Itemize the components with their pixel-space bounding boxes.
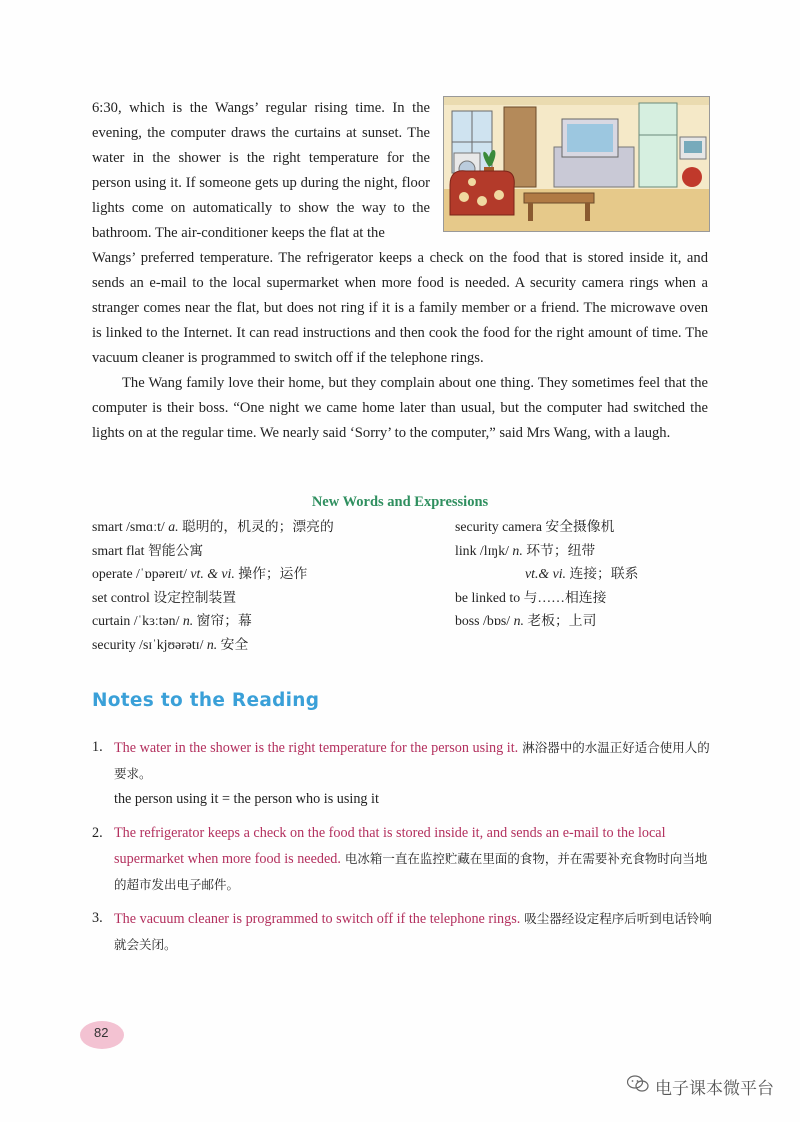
- page-number: 82: [94, 1025, 109, 1040]
- note-chinese: 吸尘器经设定程序后听到电话铃响就会关闭。: [114, 911, 712, 952]
- word-entry: link /lɪŋk/ n. 环节；纽带: [455, 542, 596, 558]
- word-entry: set control 设定控制装置: [92, 589, 237, 605]
- watermark: [627, 1074, 774, 1099]
- word-entry: vt.& vi. 连接；联系: [525, 566, 639, 582]
- word-entry: boss /bɒs/ n. 老板；上司: [455, 613, 597, 629]
- note-english: The refrigerator keeps a check on the food that is stored inside it, and sends an e-mail to the local supermarket when more food is needed.: [114, 825, 666, 867]
- word-entry: operate /ˈɒpəreɪt/ vt. & vi. 操作；运作: [92, 566, 308, 582]
- word-entry: smart flat 智能公寓: [92, 542, 204, 558]
- smart-home-illustration: [443, 96, 710, 232]
- wechat-icon: [627, 1075, 649, 1098]
- new-words-right-column: [455, 515, 755, 633]
- note-number: 3.: [92, 910, 103, 926]
- reading-paragraph-2: Wangs’ preferred temperature. The refrigerator keeps a check on the food that is stored inside it, and sends an e-mail to the local supermarket when more food is needed. A security camera rings when a stranger comes near the flat, but does not ring if it is a family member or a friend. The microwave oven is linked to the Internet. It can read instructions and then cook the food for the right amount of time. The vacuum cleaner is programmed to switch off if the telephone rings.: [92, 250, 708, 366]
- note-english: The water in the shower is the right temperature for the person using it.: [114, 740, 519, 756]
- word-entry: smart /smɑːt/ a. 聪明的，机灵的；漂亮的: [92, 519, 334, 534]
- note-chinese: 淋浴器中的水温正好适合使用人的要求。: [114, 740, 710, 781]
- notes-heading: Notes to the Reading: [92, 690, 320, 711]
- word-entry: be linked to 与……相连接: [455, 589, 607, 605]
- note-english: The vacuum cleaner is programmed to switch off if the telephone rings.: [114, 911, 521, 927]
- note-item: [92, 821, 712, 898]
- note-item: [92, 735, 712, 812]
- note-number: 2.: [92, 825, 103, 841]
- word-entry: security camera 安全摄像机: [455, 519, 615, 534]
- note-number: 1.: [92, 739, 103, 755]
- watermark-text: 电子课本微平台: [655, 1079, 774, 1099]
- new-words-left-column: [92, 515, 442, 657]
- note-item: [92, 906, 712, 958]
- reading-paragraph-1: 6:30, which is the Wangs’ regular rising time. In the evening, the computer draws the curtains at sunset. The water in the shower is the right temperature for the person using it. If someone gets up during the night, floor lights come on automatically to show the way to the bathroom. The air-conditioner keeps the flat at the: [92, 100, 430, 241]
- note-extra: the person using it = the person who is using it: [114, 791, 379, 807]
- new-words-title: New Words and Expressions: [311, 494, 489, 510]
- note-chinese: 电冰箱一直在监控贮藏在里面的食物，并在需要补充食物时向当地的超市发出电子邮件。: [114, 851, 708, 892]
- reading-paragraph-3: The Wang family love their home, but they complain about one thing. They sometimes feel that the computer is their boss. “One night we came home later than usual, but the computer had switched the lights on at the regular time. We nearly said ‘Sorry’ to the computer,” said Mrs Wang, with a laugh.: [92, 375, 708, 441]
- word-entry: security /sɪˈkjʊərətɪ/ n. 安全: [92, 636, 249, 652]
- word-entry: curtain /ˈkɜːtən/ n. 窗帘；幕: [92, 613, 252, 629]
